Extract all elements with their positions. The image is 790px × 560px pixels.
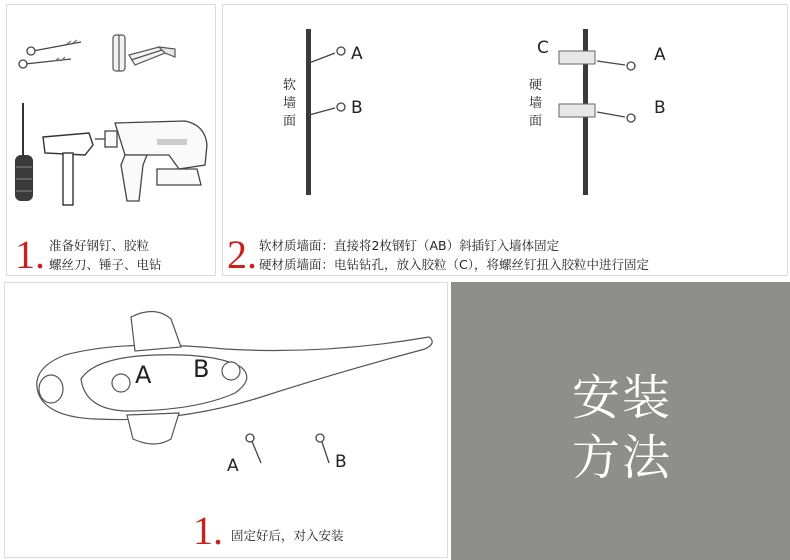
steel-nail-icon <box>19 40 81 68</box>
hard-wall-label: 硬 墙 面 <box>529 78 543 129</box>
tools-panel <box>6 4 216 276</box>
step3-caption: 固定好后，对入安装 <box>231 528 344 543</box>
wall-types-panel <box>222 4 788 276</box>
soft-wall-label: 软 墙 面 <box>283 78 297 129</box>
step2-line2: 硬材质墙面：电钻钻孔，放入胶粒（C），将螺丝钉扭入胶粒中进行固定 <box>259 257 649 272</box>
screw-a-icon <box>597 61 635 70</box>
screw-a-label: A <box>227 456 239 476</box>
screw-b-icon <box>597 112 635 122</box>
nail-a-icon <box>309 47 345 63</box>
mounting-panel <box>4 282 448 558</box>
wall-plug-c-icon <box>559 51 595 117</box>
step2-number: 2. <box>227 232 257 277</box>
title-panel <box>451 282 790 560</box>
nail-b-icon <box>309 103 345 115</box>
screw-b-label: B <box>335 452 347 472</box>
hard-label-c: C <box>537 38 549 58</box>
hole-a-label: A <box>135 361 152 389</box>
step1-number: 1. <box>15 232 45 277</box>
title-line2: 方法 <box>571 430 672 486</box>
hook-body <box>37 311 432 444</box>
step1-line1: 准备好钢钉、胶粒 <box>49 238 150 253</box>
step3-number: 1. <box>193 508 223 553</box>
drill-icon <box>95 121 207 201</box>
screw-a-small-icon <box>246 434 261 463</box>
hammer-icon <box>43 133 93 205</box>
screwdriver-icon <box>15 103 33 201</box>
wall-plug-icon <box>113 35 175 71</box>
hard-label-a: A <box>654 45 666 65</box>
hole-b-label: B <box>193 355 210 383</box>
soft-label-b: B <box>351 98 363 118</box>
hard-label-b: B <box>654 98 666 118</box>
step1-line2: 螺丝刀、锤子、电钻 <box>49 257 162 272</box>
step2-line1: 软材质墙面：直接将2枚钢钉（AB）斜插钉入墙体固定 <box>259 238 560 253</box>
soft-label-a: A <box>351 44 363 64</box>
page-title <box>567 368 677 488</box>
hook-diagram <box>5 283 449 559</box>
soft-wall-bar <box>306 29 311 195</box>
title-line1: 安装 <box>571 370 672 426</box>
screw-b-small-icon <box>316 434 329 463</box>
